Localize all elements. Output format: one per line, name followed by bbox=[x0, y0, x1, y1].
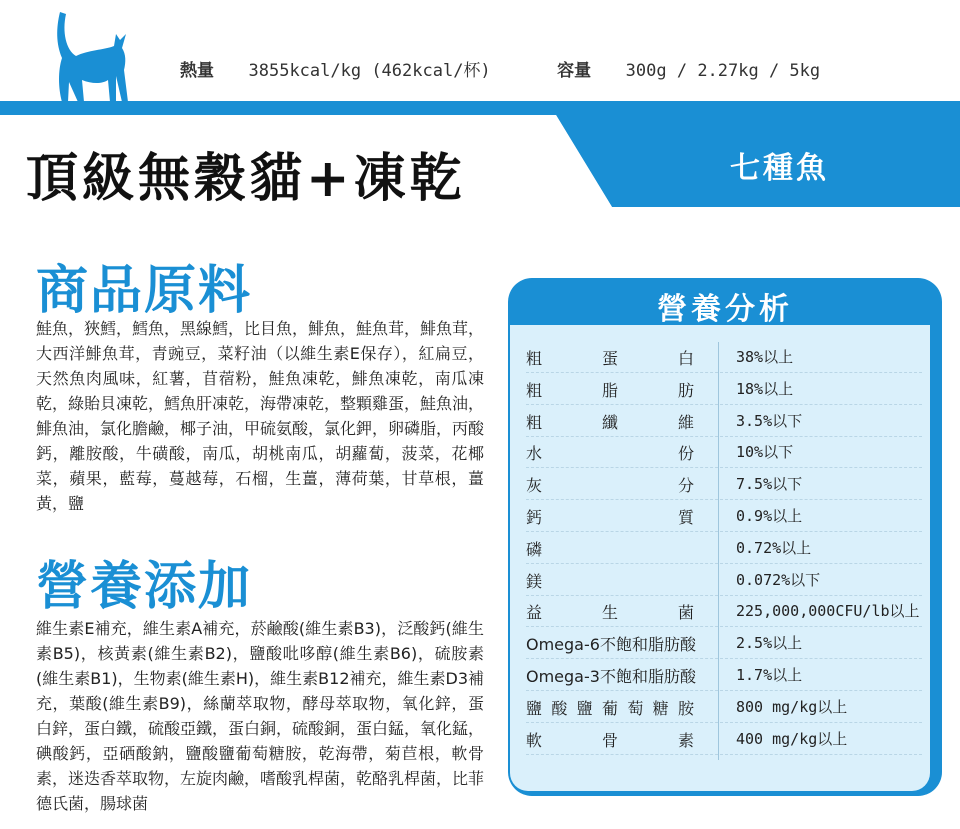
nutrient-name: 水份 bbox=[526, 444, 694, 464]
additives-heading: 營養添加 bbox=[36, 557, 253, 617]
nutrition-row bbox=[526, 658, 922, 691]
nutrient-name: 益生菌 bbox=[526, 603, 694, 623]
nutrient-name: 粗脂肪 bbox=[526, 380, 694, 400]
product-title: 頂級無穀貓+凍乾 bbox=[26, 148, 466, 209]
nutrient-value: 0.072%以下 bbox=[736, 570, 821, 589]
nutrient-value: 0.9%以上 bbox=[736, 507, 803, 525]
nutrient-name: 磷 bbox=[526, 539, 543, 559]
nutrient-name: 粗蛋白 bbox=[526, 349, 694, 368]
header-band bbox=[0, 101, 960, 115]
calorie-value: 3855kcal/kg (462kcal/杯) bbox=[248, 61, 491, 81]
nutrient-name: 灰分 bbox=[526, 476, 694, 496]
nutrition-row bbox=[526, 404, 922, 437]
nutrient-name: 鹽酸鹽葡萄糖胺 bbox=[526, 698, 694, 718]
nutrient-value: 38%以上 bbox=[736, 348, 794, 366]
nutrition-row bbox=[526, 340, 922, 373]
nutrient-name: Omega-6不飽和脂肪酸 bbox=[526, 635, 696, 655]
nutrient-value: 225,000,000CFU/lb以上 bbox=[736, 602, 920, 621]
nutrition-row bbox=[526, 626, 922, 659]
nutrition-row bbox=[526, 499, 922, 532]
nutrition-row bbox=[526, 435, 922, 468]
nutrition-row bbox=[526, 690, 922, 723]
ingredients-text: 鮭魚，狹鱈，鱈魚，黑線鱈，比目魚，鯡魚，鮭魚茸，鯡魚茸，大西洋鯡魚茸，青豌豆，菜籽油（以維生素E保存），紅扁豆，天然魚肉風味，紅薯，苜蓿粉，鮭魚凍乾，鯡魚凍乾，南瓜凍乾，綠貽貝凍乾，鱈魚肝凍乾，海帶凍乾，整顆雞蛋，鮭魚油，鯡魚油，氯化膽鹼，椰子油，甲硫氨酸，氯化鉀，卵磷脂，丙酸鈣，離胺酸，牛磺酸，南瓜，胡桃南瓜，胡蘿蔔，菠菜，花椰菜，蘋果，藍莓，蔓越莓，石榴，生薑，薄荷葉，甘草根，薑黃，鹽 bbox=[36, 319, 485, 513]
nutrition-row bbox=[526, 594, 922, 627]
cat-silhouette-icon bbox=[52, 10, 130, 105]
nutrition-row bbox=[526, 722, 922, 755]
nutrient-value: 800 mg/kg以上 bbox=[736, 697, 848, 716]
nutrient-value: 400 mg/kg以上 bbox=[736, 729, 848, 748]
spec-line bbox=[180, 56, 820, 81]
nutrient-name: 鈣質 bbox=[526, 508, 694, 527]
nutrient-name: 軟骨素 bbox=[526, 730, 694, 750]
nutrient-name: Omega-3不飽和脂肪酸 bbox=[526, 667, 696, 686]
flavor-label: 七種魚 bbox=[730, 151, 829, 186]
nutrient-value: 10%以下 bbox=[736, 443, 794, 462]
nutrient-value: 18%以上 bbox=[736, 379, 794, 398]
nutrient-value: 3.5%以下 bbox=[736, 411, 803, 430]
nutrient-value: 2.5%以上 bbox=[736, 634, 803, 653]
nutrition-title: 營養分析 bbox=[657, 292, 793, 327]
nutrition-row bbox=[526, 531, 922, 564]
additives-text: 維生素E補充，維生素A補充，菸鹼酸(維生素B3)，泛酸鈣(維生素B5)，核黃素(維生素B2)，鹽酸吡哆醇(維生素B6)，硫胺素(維生素B1)，生物素(維生素H)，維生素B12補充，維生素D3補充，葉酸(維生素B9)，絲蘭萃取物，酵母萃取物，氧化鋅，蛋白鋅，蛋白鐵，硫酸亞鐵，蛋白銅，硫酸銅，蛋白錳，氧化錳，碘酸鈣，亞硒酸鈉，鹽酸鹽葡萄糖胺，乾海帶，菊苣根，軟骨素，迷迭香萃取物，左旋肉鹼，嗜酸乳桿菌，乾酪乳桿菌，比菲德氏菌，腸球菌 bbox=[36, 619, 485, 813]
capacity-label: 容量 bbox=[557, 61, 592, 81]
nutrient-name: 粗纖維 bbox=[526, 412, 694, 432]
ingredients-heading: 商品原料 bbox=[36, 261, 253, 321]
nutrient-value: 0.72%以上 bbox=[736, 538, 812, 557]
nutrient-value: 1.7%以上 bbox=[736, 666, 803, 684]
capacity-value: 300g / 2.27kg / 5kg bbox=[625, 61, 821, 81]
calorie-label: 熱量 bbox=[180, 61, 214, 81]
nutrition-row bbox=[526, 372, 922, 405]
nutrient-value: 7.5%以下 bbox=[736, 475, 803, 494]
nutrition-row bbox=[526, 563, 922, 596]
nutrient-name: 鎂 bbox=[526, 571, 543, 591]
nutrition-row bbox=[526, 467, 922, 500]
